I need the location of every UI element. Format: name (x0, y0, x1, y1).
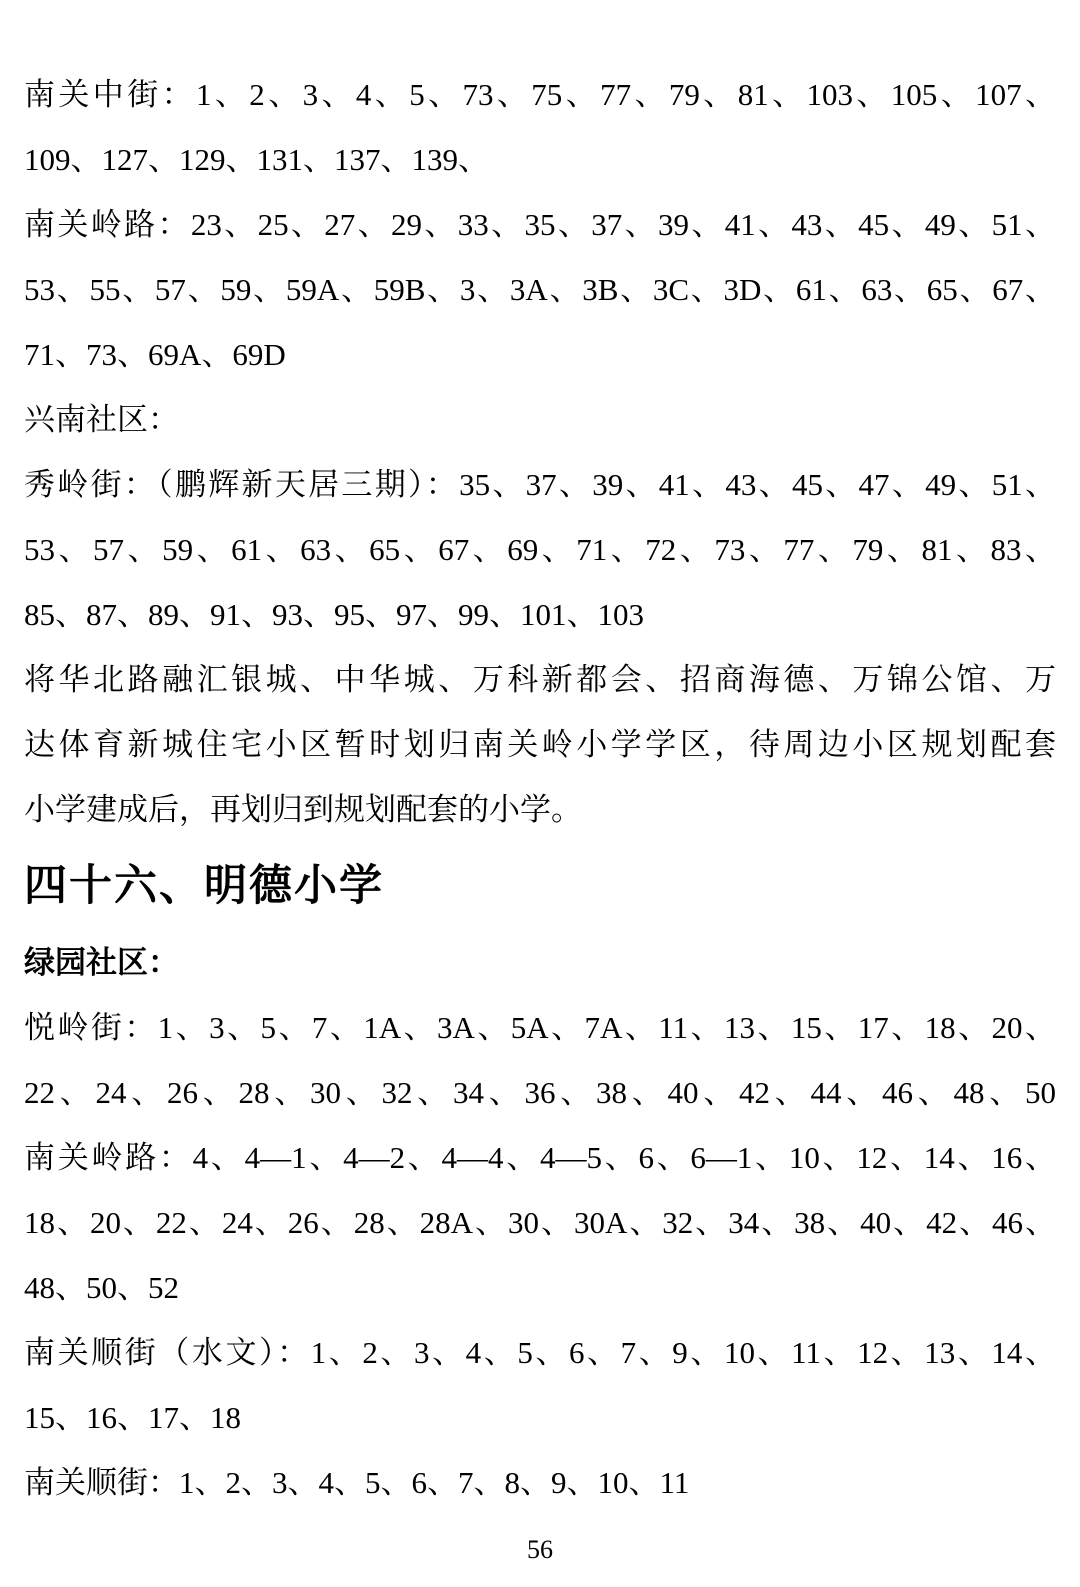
street-line-nanguan-zhong-jie: 南关中街：1、2、3、4、5、73、75、77、79、81、103、105、107、 (24, 77, 1056, 112)
street-line-continuation: 53、57、59、61、63、65、67、69、71、72、73、77、79、81、83、 (24, 532, 1056, 567)
street-line-xiuling-jie: 秀岭街：（鹏辉新天居三期）：35、37、39、41、43、45、47、49、51、 (24, 467, 1056, 502)
street-line-nanguan-shun-jie: 南关顺街：1、2、3、4、5、6、7、8、9、10、11 (24, 1465, 690, 1500)
community-heading-lvyuan: 绿园社区： (24, 945, 179, 980)
street-line-yueling-jie: 悦岭街：1、3、5、7、1A、3A、5A、7A、11、13、15、17、18、20、 (24, 1010, 1056, 1045)
page-number: 56 (527, 1535, 553, 1564)
street-line-continuation: 53、55、57、59、59A、59B、3、3A、3B、3C、3D、61、63、65、67、 (24, 272, 1056, 307)
street-line-continuation: 109、127、129、131、137、139、 (24, 142, 489, 177)
street-line-continuation: 71、73、69A、69D (24, 337, 286, 372)
street-line-nanguan-ling-lu-2: 南关岭路：4、4—1、4—2、4—4、4—5、6、6—1、10、12、14、16、 (24, 1140, 1056, 1175)
note-line: 达体育新城住宅小区暂时划归南关岭小学学区，待周边小区规划配套 (24, 727, 1056, 762)
note-line: 小学建成后，再划归到规划配套的小学。 (24, 792, 582, 827)
street-line-continuation: 48、50、52 (24, 1270, 179, 1305)
street-line-continuation: 15、16、17、18 (24, 1400, 241, 1435)
street-line-nanguan-ling-lu: 南关岭路：23、25、27、29、33、35、37、39、41、43、45、49、51、 (24, 207, 1056, 242)
section-heading-mingde-primary-school: 四十六、明德小学 (24, 862, 384, 910)
street-line-continuation: 85、87、89、91、93、95、97、99、101、103 (24, 597, 644, 632)
community-heading-xingnan: 兴南社区： (24, 402, 179, 437)
street-line-nanguan-shun-jie-shuiwen: 南关顺街（水文）：1、2、3、4、5、6、7、9、10、11、12、13、14、 (24, 1335, 1056, 1370)
street-line-continuation: 22、24、26、28、30、32、34、36、38、40、42、44、46、48、50 (24, 1075, 1056, 1110)
street-line-continuation: 18、20、22、24、26、28、28A、30、30A、32、34、38、40、42、46、 (24, 1205, 1056, 1240)
note-line: 将华北路融汇银城、中华城、万科新都会、招商海德、万锦公馆、万 (24, 662, 1056, 697)
